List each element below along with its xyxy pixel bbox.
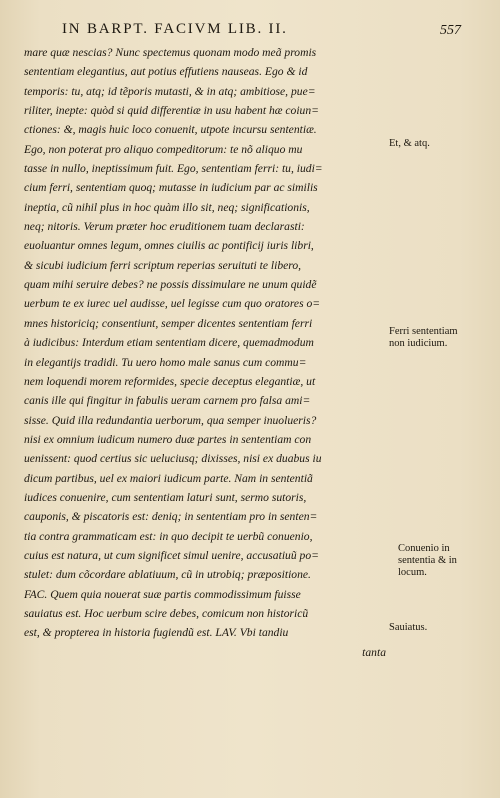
- text-line: uerbum te ex iurec uel audisse, uel legisse cum quo oratores o=: [24, 297, 321, 311]
- text-line: & sicubi iudicium ferri scriptum reperias seruituti te libero,: [24, 258, 302, 272]
- text-line: riliter, inepte: quòd si quid differentiæ in usu habent hæ coiun=: [24, 104, 319, 118]
- text-line: mnes historiciq; consentiunt, semper dicentes sententiam ferri: [24, 316, 313, 330]
- text-line: nisi ex omnium iudicum numero duæ partes in sententiam con: [24, 432, 312, 446]
- text-line: in elegantijs tradidi. Tu uero homo male sanus cum commu=: [24, 355, 307, 369]
- running-title: IN BARPT. FACIVM LIB. II.: [62, 21, 288, 37]
- marginal-note: [389, 326, 458, 350]
- text-line: cuius est natura, ut cum significet simul uenire, accusatiuũ po=: [24, 548, 319, 562]
- marginal-note-text: locum.: [398, 567, 427, 578]
- text-line: canis ille qui fingitur in fabulis ueram carnem pro falsa ami=: [24, 394, 311, 408]
- text-line: quam mihi seruire debes? ne possis dissimulare ne unum quidẽ: [24, 278, 317, 292]
- text-line: cauponis, & piscatoris est: deniq; in sententiam pro in senten=: [24, 510, 318, 524]
- text-line: Ego, non poterat pro aliquo compeditorum: te nõ aliquo mu: [24, 142, 303, 156]
- marginal-note: [398, 543, 457, 579]
- text-line: tasse in nullo, ineptissimum fuit. Ego, sententiam ferri: tu, iudi=: [24, 162, 323, 176]
- text-line: tia contra grammaticam est: in quo decipit te uerbũ conuenio,: [24, 529, 313, 543]
- text-line: ctiones: &, magis huic loco conuenit, utpote incursu sententiæ.: [24, 123, 317, 137]
- marginal-note-text: Et, & atq.: [389, 138, 430, 149]
- text-line: mare quæ nescias? Nunc spectemus quonam modo meã promis: [24, 46, 317, 59]
- marginal-note-text: Sauiatus.: [389, 622, 428, 633]
- marginal-note: [389, 622, 427, 634]
- main-text-block: [24, 43, 386, 662]
- text-line: iudices conuenire, cum sententiam laturi sunt, sermo sutoris,: [24, 490, 307, 504]
- text-line: temporis: tu, atq; id tẽporis mutasti, & in atq; ambitiose, pue=: [24, 84, 316, 98]
- text-line: FAC. Quem quia nouerat suæ partis commodissimum fuisse: [24, 587, 301, 601]
- text-line: neq; nitoris. Verum præter hoc eruditionem tuam declarasti:: [24, 220, 305, 234]
- marginal-note-text: Conuenio in: [398, 543, 450, 554]
- catchword: tanta: [362, 645, 386, 659]
- page-number: 557: [440, 23, 461, 38]
- marginal-note: [389, 138, 430, 150]
- text-line: cium ferri, sententiam quoq; mutasse in iudicium par ac similis: [24, 181, 318, 195]
- text-line: uenissent: quod certius sic ueluciusq; dixisses, nisi ex duabus iu: [24, 452, 322, 466]
- text-line: euoluantur omnes legum, omnes ciuilis ac pontificij iuris libri,: [24, 239, 314, 253]
- text-line: ineptia, cũ nihil plus in hoc quàm illo sit, neq; significationis,: [24, 200, 310, 214]
- text-line: sententiam elegantius, aut potius effutiens nauseas. Ego & id: [24, 65, 308, 79]
- text-line: est, & propterea in historia fugiendũ est. LAV. Vbi tandiu: [24, 626, 289, 640]
- text-line: sauiatus est. Hoc uerbum scire debes, comicum non historicũ: [24, 606, 309, 620]
- text-line: sisse. Quid illa redundantia uerborum, qua semper inuolueris?: [24, 413, 317, 427]
- text-line: stulet: dum cõcordare ablatiuum, cũ in utrobiq; præpositione.: [24, 568, 311, 582]
- marginal-note-text: non iudicium.: [389, 338, 448, 349]
- text-line: dicum partibus, uel ex maiori iudicum parte. Nam in sententiã: [24, 471, 313, 485]
- text-line: à iudicibus: Interdum etiam sententiam dicere, quemadmodum: [24, 336, 314, 350]
- marginal-note-text: sententia & in: [398, 555, 457, 566]
- text-line: nem loquendi morem reformides, specie deceptus elegantiæ, ut: [24, 374, 316, 388]
- marginal-note-text: Ferri sententiam: [389, 326, 458, 337]
